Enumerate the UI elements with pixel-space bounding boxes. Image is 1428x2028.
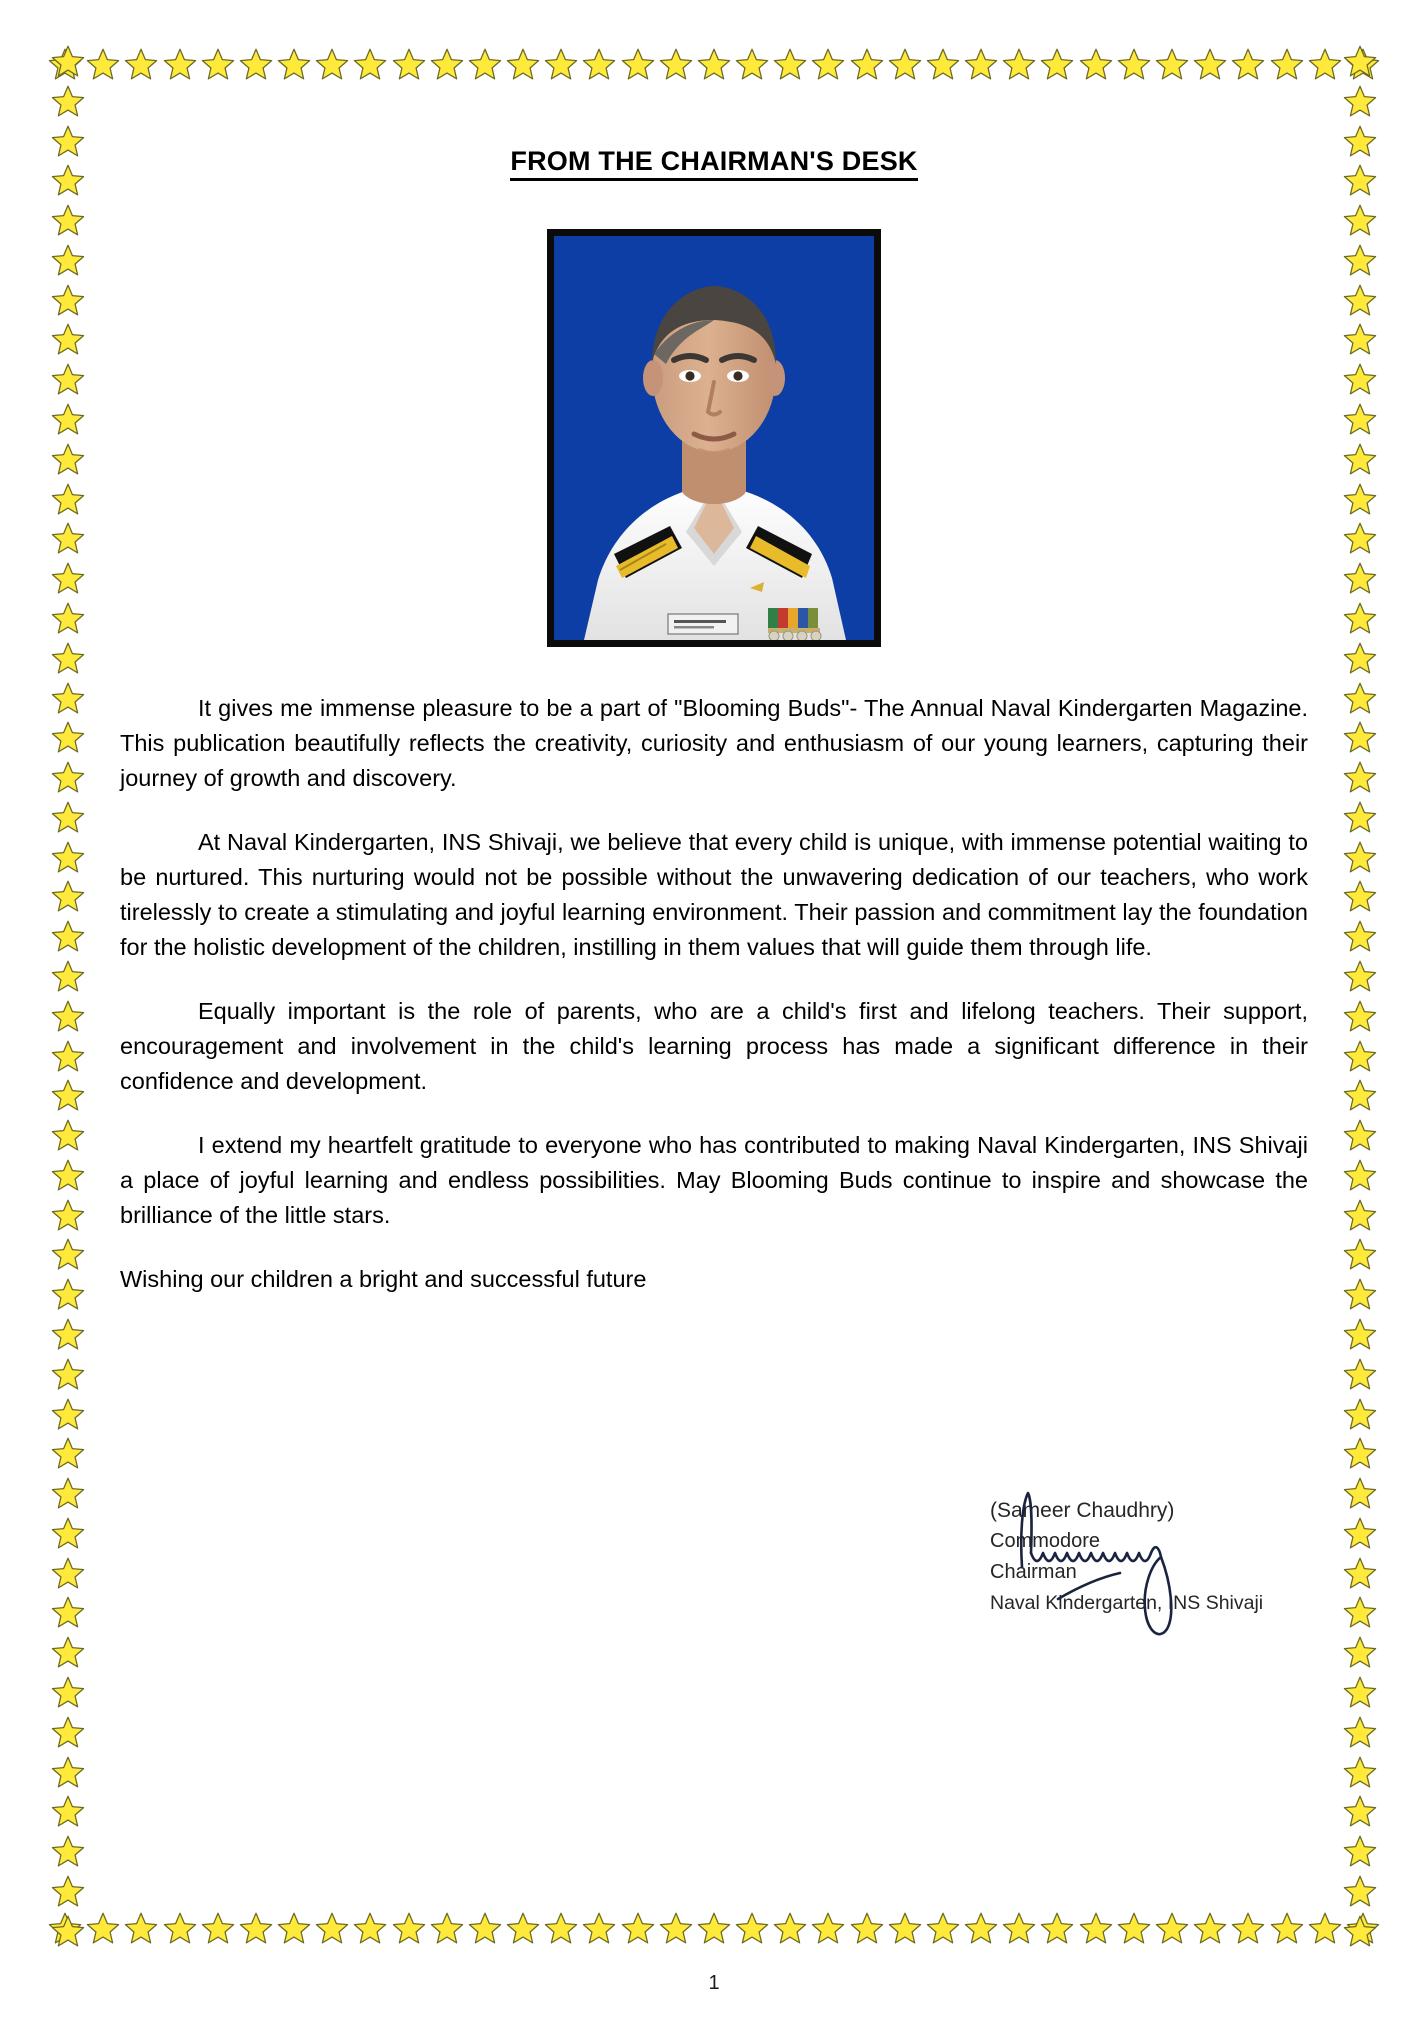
star-icon: [163, 1911, 197, 1945]
star-icon: [51, 681, 85, 715]
chairman-portrait-frame: [547, 229, 881, 647]
star-icon: [850, 1911, 884, 1945]
star-icon: [659, 47, 693, 81]
star-icon: [51, 1078, 85, 1112]
star-icon: [659, 1911, 693, 1945]
star-icon: [544, 47, 578, 81]
star-icon: [239, 47, 273, 81]
star-icon: [468, 1911, 502, 1945]
paragraph: At Naval Kindergarten, INS Shivaji, we believe that every child is unique, with immense potential waiting to be nurtured. This nurturing would not be possible without the unwavering dedication of our teachers, who work tirelessly to create a stimulating and joyful learning environment. Their passion and commitment lay the foundation for the holistic development of the children, instilling in them values that will guide them through life.: [120, 829, 1308, 960]
letter-content: [120, 96, 1308, 1297]
star-icon: [315, 47, 349, 81]
star-icon: [1343, 999, 1377, 1033]
star-icon: [1343, 1635, 1377, 1669]
star-icon: [277, 47, 311, 81]
star-border-top: [48, 44, 1380, 84]
star-icon: [1343, 1595, 1377, 1629]
star-icon: [1308, 1911, 1342, 1945]
star-icon: [506, 47, 540, 81]
star-icon: [1040, 1911, 1074, 1945]
star-icon: [1343, 1794, 1377, 1828]
star-icon: [621, 47, 655, 81]
star-icon: [811, 47, 845, 81]
star-icon: [392, 47, 426, 81]
star-icon: [582, 47, 616, 81]
star-icon: [51, 163, 85, 197]
star-icon: [1155, 47, 1189, 81]
star-icon: [51, 322, 85, 356]
star-icon: [1343, 879, 1377, 913]
star-icon: [51, 1277, 85, 1311]
star-icon: [1270, 1911, 1304, 1945]
star-icon: [1343, 1039, 1377, 1073]
star-icon: [1343, 322, 1377, 356]
star-icon: [163, 47, 197, 81]
star-border-right: [1340, 44, 1380, 1948]
star-icon: [51, 1118, 85, 1152]
star-icon: [51, 1794, 85, 1828]
star-icon: [506, 1911, 540, 1945]
star-icon: [1343, 482, 1377, 516]
star-icon: [1343, 919, 1377, 953]
star-icon: [926, 47, 960, 81]
star-icon: [1343, 1914, 1377, 1948]
star-icon: [1231, 47, 1265, 81]
star-icon: [1002, 47, 1036, 81]
star-icon: [1343, 1277, 1377, 1311]
star-icon: [888, 47, 922, 81]
star-icon: [51, 1158, 85, 1192]
star-icon: [1343, 1755, 1377, 1789]
star-icon: [735, 47, 769, 81]
star-icon: [1343, 1118, 1377, 1152]
star-icon: [1343, 720, 1377, 754]
star-icon: [1343, 124, 1377, 158]
star-icon: [1343, 681, 1377, 715]
star-icon: [1308, 47, 1342, 81]
star-icon: [544, 1911, 578, 1945]
star-icon: [468, 47, 502, 81]
star-icon: [697, 1911, 731, 1945]
star-icon: [51, 999, 85, 1033]
star-icon: [51, 1834, 85, 1868]
star-icon: [773, 47, 807, 81]
star-icon: [1343, 521, 1377, 555]
star-icon: [1343, 641, 1377, 675]
star-icon: [1343, 959, 1377, 993]
star-icon: [582, 1911, 616, 1945]
star-icon: [51, 1198, 85, 1232]
star-icon: [1343, 1317, 1377, 1351]
star-icon: [51, 1715, 85, 1749]
star-icon: [1343, 1715, 1377, 1749]
star-icon: [1343, 1675, 1377, 1709]
signature-block: [990, 1495, 1310, 1619]
star-icon: [51, 203, 85, 237]
star-icon: [1343, 1198, 1377, 1232]
star-border-left: [48, 44, 88, 1948]
star-icon: [51, 1556, 85, 1590]
star-icon: [1117, 1911, 1151, 1945]
star-icon: [888, 1911, 922, 1945]
paragraph: It gives me immense pleasure to be a part of "Blooming Buds"- The Annual Naval Kindergarten Magazine. This publication beautifully reflects the creativity, curiosity and enthusiasm of our young learners, capturing their journey of growth and discovery.: [120, 695, 1308, 791]
star-icon: [773, 1911, 807, 1945]
closing-line: Wishing our children a bright and successful future: [120, 1266, 647, 1292]
star-icon: [51, 1675, 85, 1709]
paragraph: I extend my heartfelt gratitude to everyone who has contributed to making Naval Kindergarten, INS Shivaji a place of joyful learning and endless possibilities. May Blooming Buds continue to inspire and showcase the brilliance of the little stars.: [120, 1132, 1308, 1228]
star-icon: [124, 47, 158, 81]
star-icon: [1343, 601, 1377, 635]
star-icon: [51, 1039, 85, 1073]
star-icon: [430, 1911, 464, 1945]
star-icon: [51, 1516, 85, 1550]
star-icon: [51, 243, 85, 277]
star-icon: [1343, 402, 1377, 436]
star-icon: [51, 879, 85, 913]
star-icon: [1343, 283, 1377, 317]
star-icon: [1343, 1516, 1377, 1550]
star-icon: [51, 800, 85, 834]
star-icon: [1343, 1237, 1377, 1271]
paragraph: Equally important is the role of parents, who are a child's first and lifelong teachers. Their support, encouragement and involvement in the child's learning process has made a significant difference in their confidence and development.: [120, 998, 1308, 1094]
star-icon: [1343, 1476, 1377, 1510]
star-icon: [1343, 362, 1377, 396]
star-icon: [1193, 47, 1227, 81]
star-icon: [1155, 1911, 1189, 1945]
signatory-designation: Chairman: [990, 1561, 1077, 1583]
page-title: [120, 146, 1308, 177]
star-icon: [811, 1911, 845, 1945]
star-icon: [51, 959, 85, 993]
star-icon: [964, 1911, 998, 1945]
star-icon: [1343, 760, 1377, 794]
star-icon: [51, 84, 85, 118]
signatory-name: (Sameer Chaudhry): [990, 1499, 1175, 1522]
star-icon: [51, 1476, 85, 1510]
star-icon: [277, 1911, 311, 1945]
star-icon: [51, 1635, 85, 1669]
star-icon: [1193, 1911, 1227, 1945]
star-icon: [1079, 47, 1113, 81]
star-icon: [51, 720, 85, 754]
star-icon: [926, 1911, 960, 1945]
star-icon: [51, 840, 85, 874]
star-icon: [201, 1911, 235, 1945]
star-icon: [1343, 1874, 1377, 1908]
star-icon: [1231, 1911, 1265, 1945]
star-icon: [1343, 1436, 1377, 1470]
star-icon: [1343, 203, 1377, 237]
star-icon: [51, 641, 85, 675]
portrait-illustration: [554, 236, 874, 640]
star-icon: [621, 1911, 655, 1945]
star-icon: [51, 1755, 85, 1789]
star-icon: [850, 47, 884, 81]
star-icon: [51, 1436, 85, 1470]
star-icon: [51, 601, 85, 635]
star-icon: [1040, 47, 1074, 81]
star-icon: [735, 1911, 769, 1945]
star-icon: [1343, 1357, 1377, 1391]
star-icon: [51, 362, 85, 396]
star-icon: [51, 1237, 85, 1271]
star-icon: [964, 47, 998, 81]
star-icon: [1343, 1556, 1377, 1590]
letter-body: [120, 691, 1308, 1297]
star-icon: [1079, 1911, 1113, 1945]
star-icon: [1343, 243, 1377, 277]
signatory-rank: Commodore: [990, 1530, 1101, 1552]
star-icon: [1002, 1911, 1036, 1945]
page-number: 1: [708, 1972, 720, 1994]
star-icon: [430, 47, 464, 81]
signatory-organisation: Naval Kindergarten, INS Shivaji: [990, 1592, 1264, 1614]
star-icon: [51, 1317, 85, 1351]
star-icon: [1343, 1158, 1377, 1192]
star-icon: [239, 1911, 273, 1945]
star-icon: [51, 760, 85, 794]
star-icon: [1343, 800, 1377, 834]
star-icon: [124, 1911, 158, 1945]
star-icon: [51, 1874, 85, 1908]
star-icon: [1343, 1397, 1377, 1431]
star-icon: [51, 482, 85, 516]
star-icon: [86, 47, 120, 81]
star-icon: [51, 919, 85, 953]
star-icon: [51, 124, 85, 158]
page-title-text: FROM THE CHAIRMAN'S DESK: [510, 146, 917, 181]
star-icon: [1343, 840, 1377, 874]
star-icon: [86, 1911, 120, 1945]
star-icon: [392, 1911, 426, 1945]
star-icon: [315, 1911, 349, 1945]
star-icon: [51, 1914, 85, 1948]
star-icon: [1343, 1078, 1377, 1112]
star-icon: [1270, 47, 1304, 81]
star-icon: [1343, 44, 1377, 78]
star-icon: [51, 1595, 85, 1629]
star-icon: [1343, 442, 1377, 476]
star-icon: [353, 47, 387, 81]
star-icon: [51, 561, 85, 595]
star-icon: [51, 1397, 85, 1431]
star-icon: [1117, 47, 1151, 81]
star-icon: [51, 283, 85, 317]
star-icon: [51, 442, 85, 476]
star-icon: [1343, 561, 1377, 595]
star-icon: [51, 1357, 85, 1391]
star-icon: [1343, 84, 1377, 118]
star-icon: [51, 44, 85, 78]
star-icon: [51, 521, 85, 555]
star-icon: [201, 47, 235, 81]
star-icon: [1343, 163, 1377, 197]
star-icon: [1343, 1834, 1377, 1868]
chairman-portrait-photo: [554, 236, 874, 640]
star-border-bottom: [48, 1908, 1380, 1948]
star-icon: [51, 402, 85, 436]
star-icon: [697, 47, 731, 81]
star-icon: [353, 1911, 387, 1945]
